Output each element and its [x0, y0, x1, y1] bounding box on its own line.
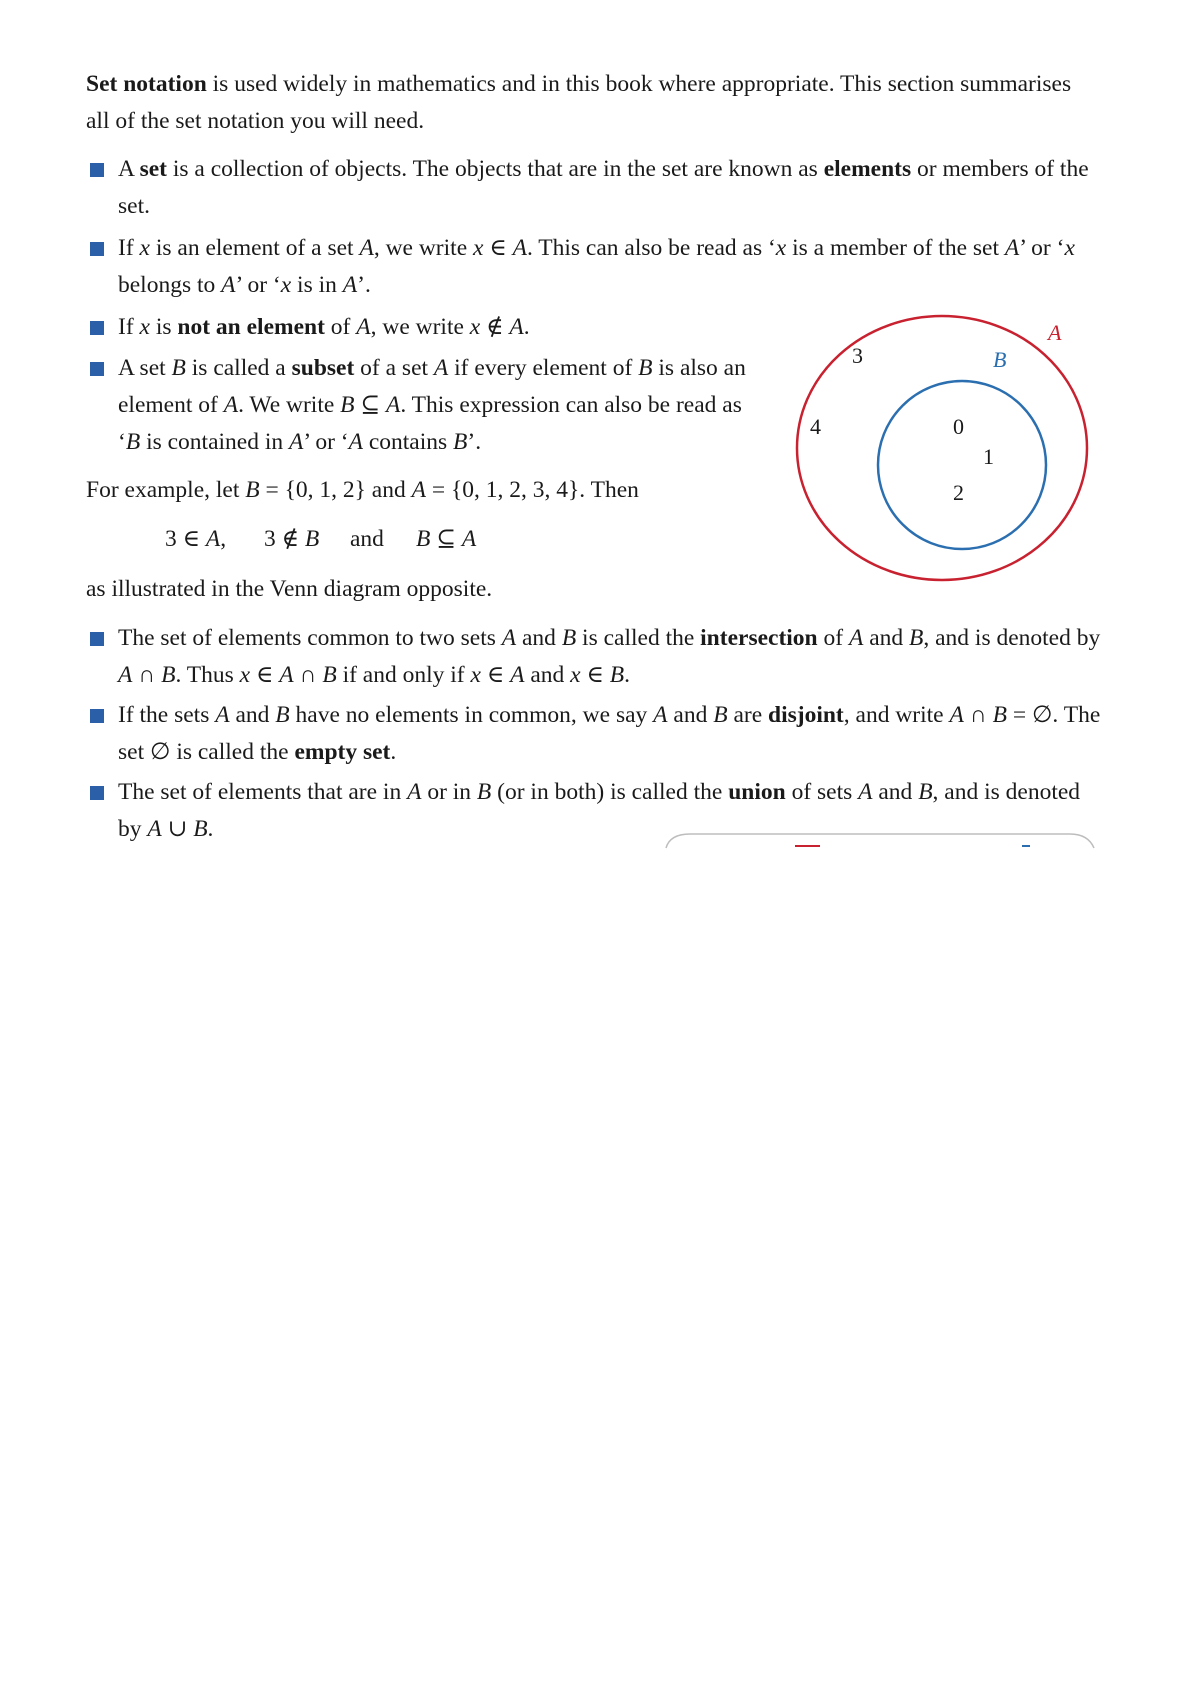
- text: if every element of: [448, 355, 639, 381]
- text: is contained in: [140, 429, 289, 455]
- var: A: [653, 702, 668, 728]
- var: A: [356, 314, 371, 340]
- text: (or in both) is called the: [491, 779, 729, 805]
- var: A: [461, 526, 477, 552]
- text: of a set: [354, 355, 434, 381]
- text: If: [118, 235, 140, 261]
- bullet-marker: [90, 321, 104, 335]
- var: x: [139, 235, 150, 261]
- text: ∩: [963, 702, 993, 728]
- text: ∈: [250, 662, 280, 688]
- text: ’.: [357, 272, 371, 298]
- term-set-notation: Set notation: [86, 71, 207, 97]
- var: A: [1004, 235, 1020, 261]
- bullet-intersection: [118, 620, 1103, 694]
- text: and: [667, 702, 714, 728]
- text: If: [118, 314, 140, 340]
- var: B: [245, 477, 260, 503]
- math-b-subset-a: [416, 521, 476, 558]
- var: B: [609, 662, 625, 688]
- text: ∈: [580, 662, 610, 688]
- example-line: [86, 472, 766, 509]
- var: B: [125, 429, 141, 455]
- text: and: [524, 662, 571, 688]
- var: A: [279, 662, 294, 688]
- var: A: [118, 662, 133, 688]
- text: , and is denoted by: [923, 625, 1101, 651]
- var: x: [280, 272, 292, 298]
- text: are: [727, 702, 769, 728]
- var: A: [858, 779, 873, 805]
- text: belongs to: [118, 272, 222, 298]
- text: . We write: [238, 392, 341, 418]
- var: x: [570, 662, 581, 688]
- text: of sets: [785, 779, 859, 805]
- intro-paragraph: [86, 66, 1096, 140]
- bullet-marker: [90, 242, 104, 256]
- text: .: [390, 739, 397, 765]
- text: ⊆: [354, 392, 386, 418]
- text: and: [516, 625, 562, 651]
- text: is called a: [185, 355, 292, 381]
- term-set: set: [139, 156, 167, 182]
- math-3-not-in-b: [264, 521, 319, 558]
- var: x: [775, 235, 787, 261]
- bullet-marker: [90, 362, 104, 376]
- var: B: [909, 625, 924, 651]
- text: .: [624, 662, 630, 688]
- text: ∩: [293, 662, 323, 688]
- var: A: [433, 355, 449, 381]
- text: ∉: [480, 314, 510, 340]
- var: A: [359, 235, 374, 261]
- var: B: [275, 702, 290, 728]
- term-disjoint: disjoint: [768, 702, 844, 728]
- var: x: [470, 662, 481, 688]
- text: and: [229, 702, 276, 728]
- text: ⊆: [430, 526, 462, 552]
- text: ’ or ‘: [303, 429, 349, 455]
- term-empty-set: empty set: [294, 739, 391, 765]
- var: x: [469, 314, 481, 340]
- text: A: [118, 156, 140, 182]
- var: A: [949, 702, 964, 728]
- var: B: [161, 662, 176, 688]
- text: have no elements in common, we say: [289, 702, 654, 728]
- var: A: [509, 314, 524, 340]
- text: The set of elements that are in: [118, 779, 408, 805]
- bullet-marker: [90, 163, 104, 177]
- example-display-math: [0, 521, 780, 558]
- text: ∈: [480, 662, 511, 688]
- var: B: [561, 625, 577, 651]
- bullet-disjoint: [118, 697, 1103, 771]
- label-a: A: [1048, 320, 1062, 345]
- var: A: [407, 779, 422, 805]
- text: and: [872, 779, 919, 805]
- bullet-set-definition: [118, 151, 1098, 225]
- text: is a collection of objects. The objects that are in the set are known as: [166, 156, 824, 182]
- bullet-element-of: [118, 230, 1103, 304]
- text: . This expression can also be read as ‘: [118, 392, 742, 455]
- var: B: [322, 662, 337, 688]
- text: is: [149, 314, 178, 340]
- text: ’.: [467, 429, 482, 455]
- bullet-not-element: [118, 309, 718, 346]
- var: A: [512, 235, 527, 261]
- var: x: [473, 235, 484, 261]
- text: If the sets: [118, 702, 216, 728]
- element-0: 0: [953, 414, 964, 439]
- var: B: [171, 355, 186, 381]
- text: , and is denoted by: [118, 779, 1081, 842]
- text: , we write: [373, 235, 473, 261]
- text: is an element of a set: [149, 235, 360, 261]
- text: ’ or ‘: [1019, 235, 1065, 261]
- bullet-subset: [118, 350, 758, 461]
- var: A: [223, 392, 239, 418]
- text: or in: [421, 779, 477, 805]
- text: .: [523, 314, 530, 340]
- element-3: 3: [852, 343, 863, 368]
- text: A set: [118, 355, 172, 381]
- term-not-an-element: not an element: [177, 314, 325, 340]
- term-elements: elements: [823, 156, 912, 182]
- term-intersection: intersection: [700, 625, 818, 651]
- var: A: [848, 625, 864, 651]
- text: = {0, 1, 2, 3, 4}. Then: [425, 477, 639, 503]
- var: B: [713, 702, 728, 728]
- var: B: [453, 429, 468, 455]
- text: of: [324, 314, 357, 340]
- text: is also an element of: [118, 355, 746, 418]
- text: ,: [220, 526, 227, 552]
- example-after: as illustrated in the Venn diagram opposite.: [86, 576, 493, 602]
- element-1: 1: [983, 444, 994, 469]
- text: or members of the set.: [118, 156, 1089, 219]
- bullet-marker: [90, 632, 104, 646]
- text: is a member of the set: [786, 235, 1005, 261]
- text: contains: [362, 429, 454, 455]
- var: B: [416, 526, 431, 552]
- var: A: [411, 477, 426, 503]
- var: x: [1064, 235, 1075, 261]
- bullet-marker: [90, 786, 104, 800]
- text: 3 ∈: [165, 526, 206, 552]
- text: 3 ∉: [264, 526, 305, 552]
- var: A: [342, 272, 358, 298]
- var: A: [501, 625, 517, 651]
- text: of: [817, 625, 849, 651]
- var: B: [476, 779, 492, 805]
- term-union: union: [728, 779, 786, 805]
- var: B: [918, 779, 933, 805]
- text: and: [863, 625, 909, 651]
- bullet-marker: [90, 709, 104, 723]
- var: x: [239, 662, 251, 688]
- text: is in: [291, 272, 343, 298]
- var: B: [638, 355, 653, 381]
- var: B: [304, 526, 320, 552]
- text: . This can also be read as ‘: [526, 235, 776, 261]
- text: ∈: [483, 235, 513, 261]
- set-b-circle: [878, 381, 1046, 549]
- var: B: [193, 816, 208, 842]
- var: A: [147, 816, 162, 842]
- math-and: and: [350, 526, 384, 552]
- var: x: [139, 314, 150, 340]
- var: A: [215, 702, 230, 728]
- element-4: 4: [810, 414, 821, 439]
- term-subset: subset: [291, 355, 355, 381]
- venn-diagram: [790, 310, 1110, 600]
- text: if and only if: [336, 662, 471, 688]
- text: ’ or ‘: [235, 272, 281, 298]
- var: B: [340, 392, 355, 418]
- text: The set of elements common to two sets: [118, 625, 502, 651]
- text: ∩: [132, 662, 162, 688]
- text: For example, let: [86, 477, 246, 503]
- next-diagram-fragment: [660, 826, 1100, 850]
- text: , and write: [843, 702, 950, 728]
- var: A: [510, 662, 525, 688]
- text: = {0, 1, 2} and: [259, 477, 412, 503]
- var: A: [289, 429, 304, 455]
- text: .: [207, 816, 214, 842]
- text: is called the: [576, 625, 701, 651]
- intro-text: is used widely in mathematics and in this book where appropriate. This section summarises all of the set notation you will need.: [86, 71, 1072, 134]
- text: = ∅. The set ∅ is called the: [118, 702, 1101, 765]
- var: A: [205, 526, 221, 552]
- text: , we write: [370, 314, 470, 340]
- element-2: 2: [953, 480, 964, 505]
- var: B: [992, 702, 1007, 728]
- math-3-in-a: [165, 521, 226, 558]
- text: ∪: [161, 816, 194, 842]
- text: . Thus: [175, 662, 240, 688]
- label-b: B: [993, 347, 1007, 372]
- var: A: [348, 429, 363, 455]
- var: A: [221, 272, 236, 298]
- var: A: [385, 392, 401, 418]
